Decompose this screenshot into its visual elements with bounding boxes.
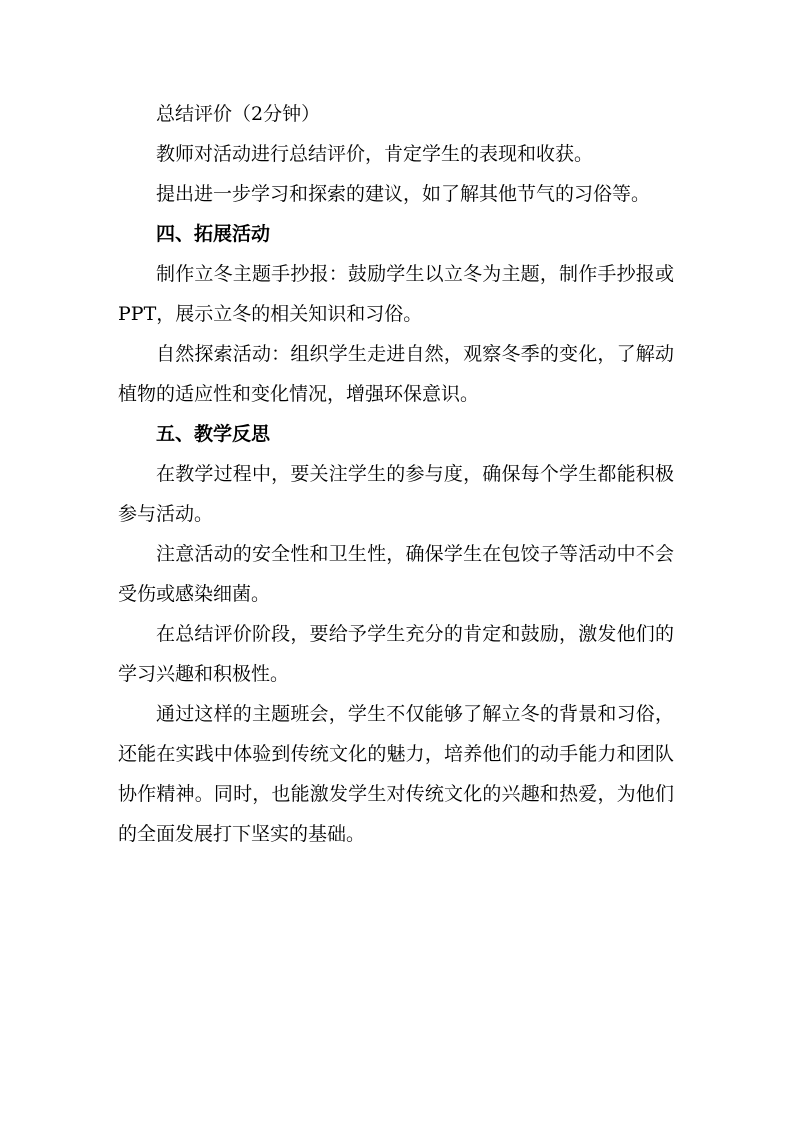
- heading-teaching-reflection: 五、教学反思: [156, 423, 271, 445]
- paragraph-safety: 注意活动的安全性和卫生性，确保学生在包饺子等活动中不会受伤或感染细菌。: [118, 543, 674, 605]
- paragraph-handwritten-newspaper: 制作立冬主题手抄报：鼓励学生以立冬为主题，制作手抄报或PPT，展示立冬的相关知识和习俗。: [118, 263, 674, 325]
- paragraph-participation: 在教学过程中，要关注学生的参与度，确保每个学生都能积极参与活动。: [118, 463, 674, 525]
- paragraph-conclusion: 通过这样的主题班会，学生不仅能够了解立冬的背景和习俗，还能在实践中体验到传统文化的魅力，培养他们的动手能力和团队协作精神。同时，也能激发学生对传统文化的兴趣和热爱，为他们的全面发展打下坚实的基础。: [118, 703, 674, 845]
- heading-extension-activities: 四、拓展活动: [156, 223, 271, 245]
- paragraph-summary-evaluation: 总结评价（2分钟）: [156, 103, 321, 125]
- document-page: [118, 94, 674, 854]
- paragraph-nature-exploration: 自然探索活动：组织学生走进自然，观察冬季的变化，了解动植物的适应性和变化情况，增强环保意识。: [118, 343, 674, 405]
- paragraph-encouragement: 在总结评价阶段，要给予学生充分的肯定和鼓励，激发他们的学习兴趣和积极性。: [118, 623, 674, 685]
- paragraph-teacher-evaluation: 教师对活动进行总结评价，肯定学生的表现和收获。: [156, 143, 594, 165]
- paragraph-further-study: 提出进一步学习和探索的建议，如了解其他节气的习俗等。: [156, 183, 651, 205]
